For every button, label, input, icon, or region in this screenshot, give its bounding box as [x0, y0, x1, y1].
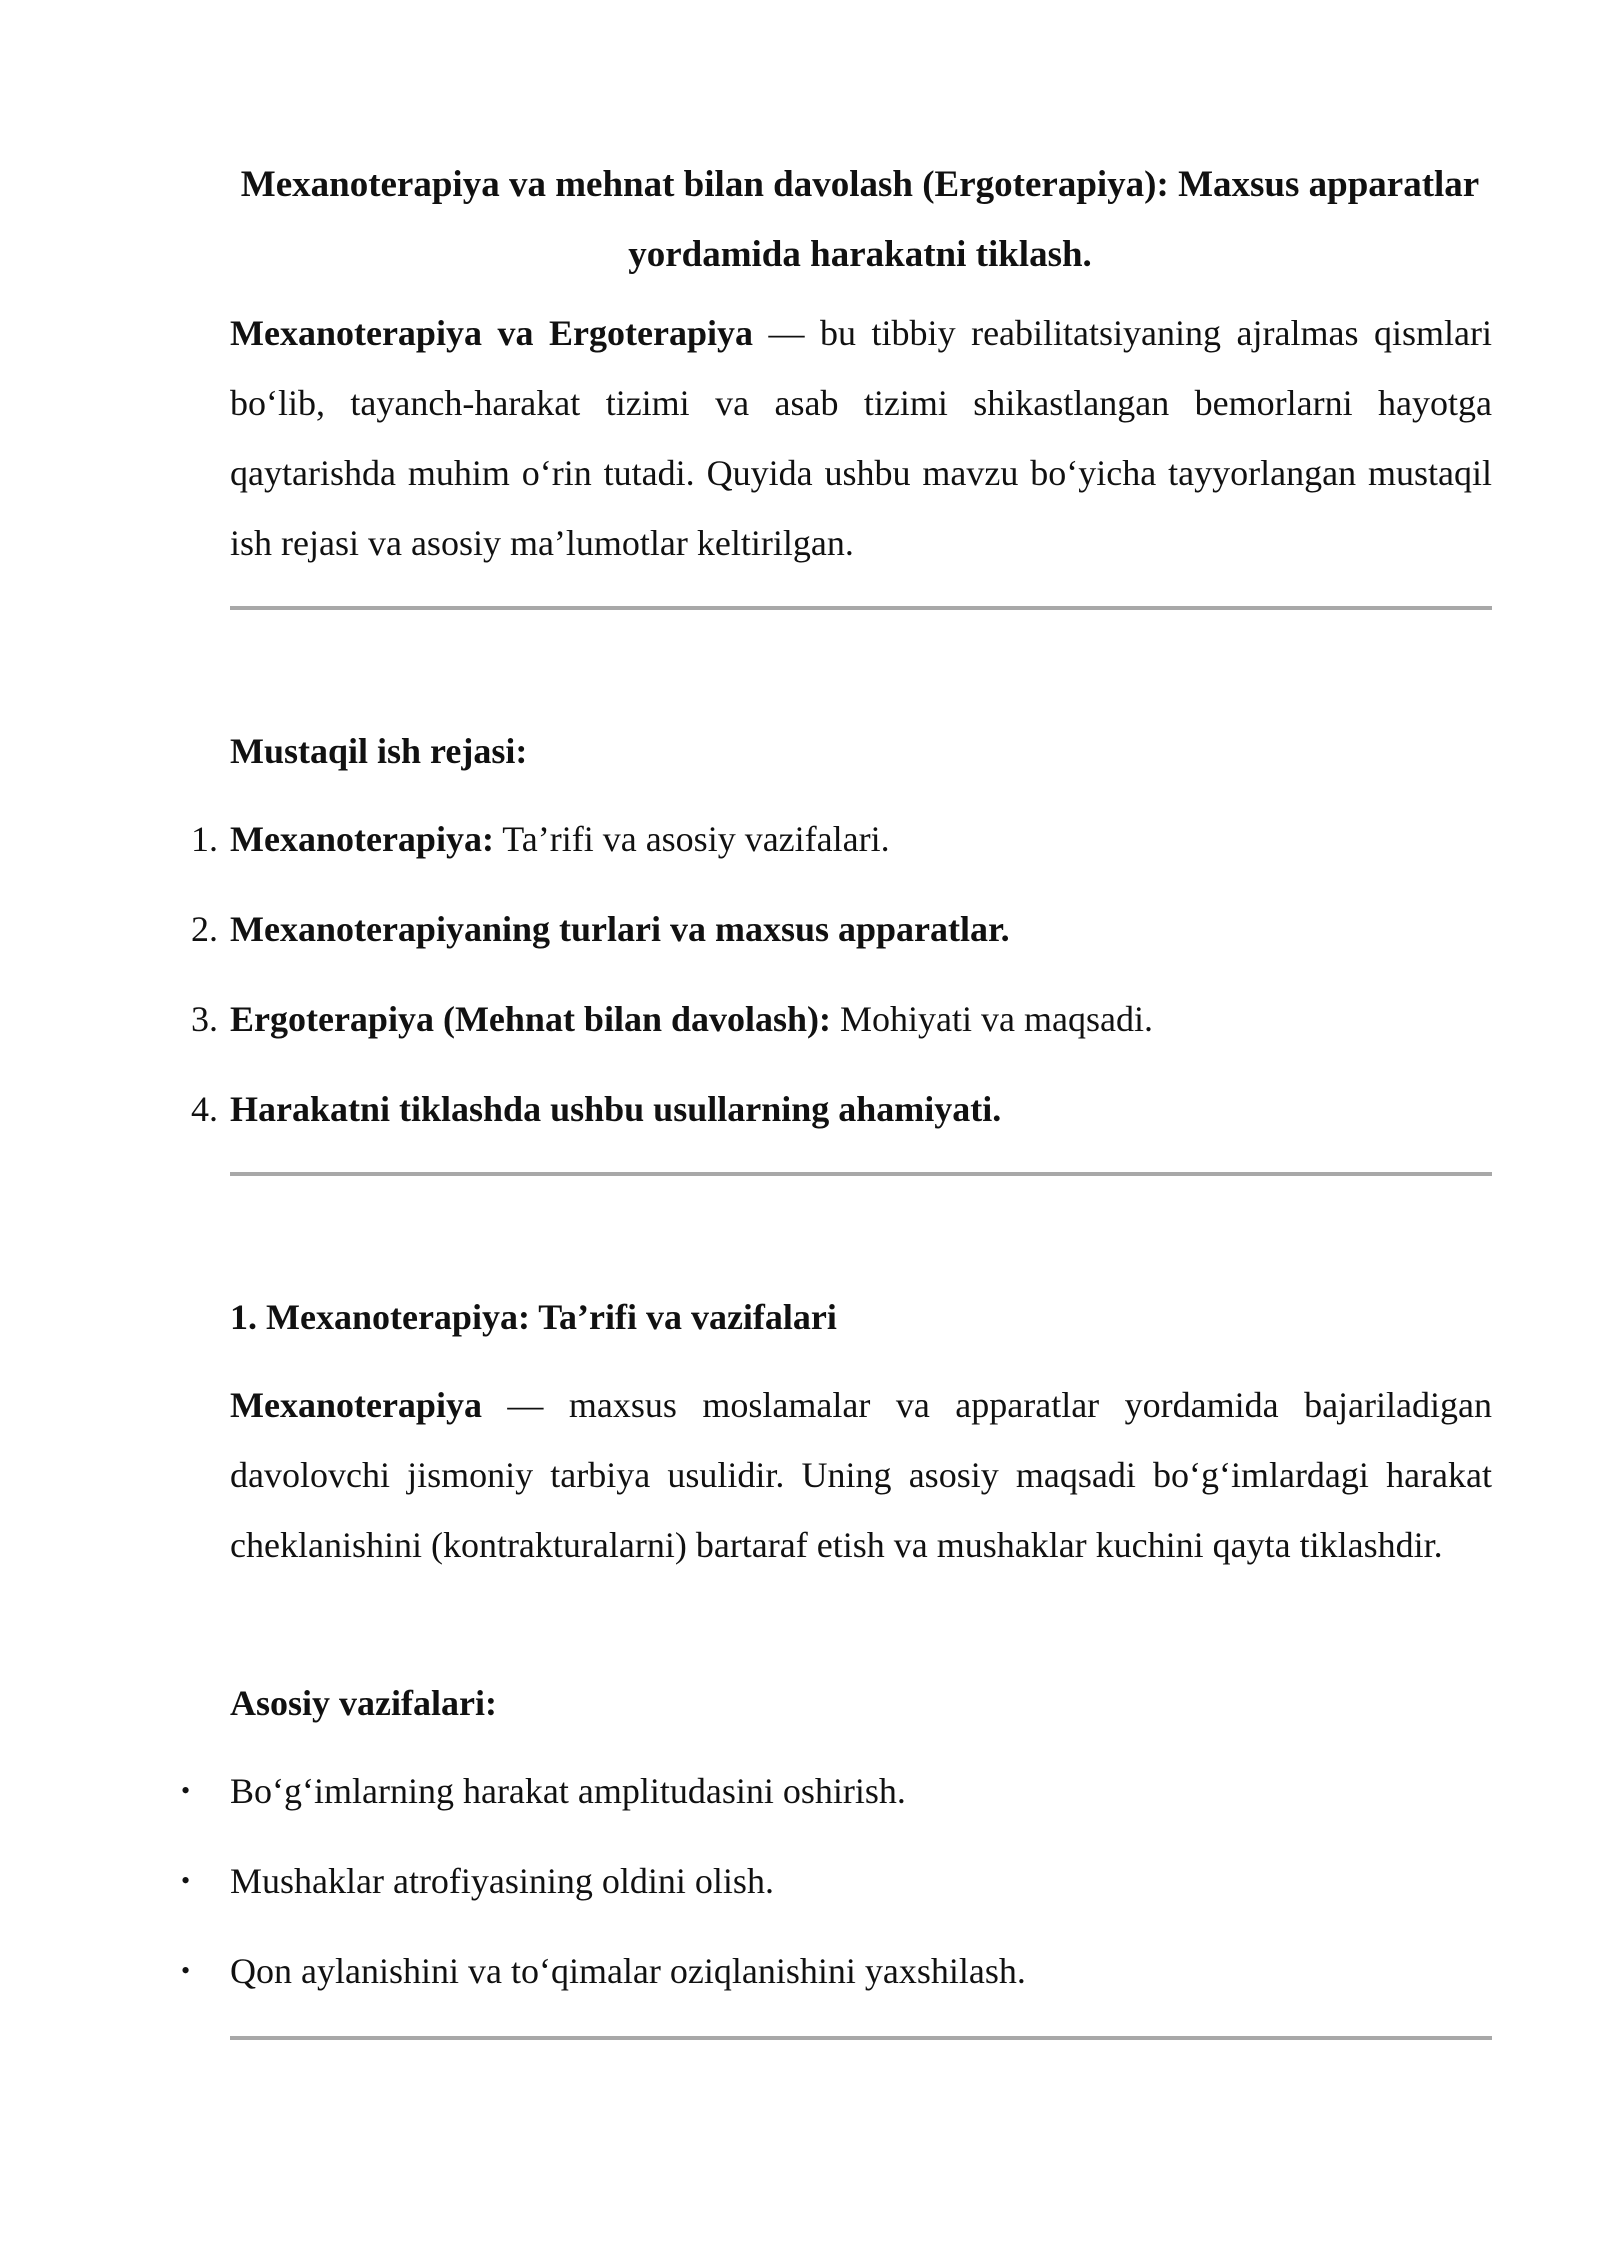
- horizontal-divider: [230, 606, 1492, 610]
- bullet-icon: •: [180, 1776, 191, 1805]
- plan-item-text: Mohiyati va maqsadi.: [831, 999, 1153, 1039]
- horizontal-divider: [230, 1172, 1492, 1176]
- document-title: Mexanoterapiya va mehnat bilan davolash (Ergoterapiya): Maxsus apparatlar yordamida harakatni tiklash.: [240, 164, 1480, 275]
- list-number: 2.: [191, 909, 218, 949]
- task-list-item: [0, 1766, 1600, 1816]
- tasks-heading: Asosiy vazifalari:: [230, 1683, 497, 1723]
- list-number: 1.: [191, 819, 218, 859]
- section-bold-term: Mexanoterapiya: [230, 1385, 482, 1425]
- task-list-item: [0, 1856, 1600, 1906]
- bullet-icon: •: [180, 1956, 191, 1985]
- plan-list-item: [0, 814, 1600, 864]
- plan-list-item: [0, 994, 1600, 1044]
- plan-item-bold: Ergoterapiya (Mehnat bilan davolash):: [230, 999, 832, 1039]
- list-number: 3.: [191, 999, 218, 1039]
- plan-item-text: Ta’rifi va asosiy vazifalari.: [493, 819, 890, 859]
- intro-paragraph: [230, 298, 1492, 578]
- horizontal-divider: [230, 2036, 1492, 2040]
- section-paragraph: [230, 1370, 1492, 1580]
- intro-bold-term: Mexanoterapiya va Ergoterapiya: [230, 313, 753, 353]
- plan-heading: Mustaqil ish rejasi:: [230, 731, 528, 771]
- task-text: Qon aylanishini va to‘qimalar oziqlanishini yaxshilash.: [230, 1951, 1026, 1991]
- plan-list-item: [0, 904, 1600, 954]
- plan-item-bold: Mexanoterapiya:: [230, 819, 494, 859]
- task-list-item: [0, 1946, 1600, 1996]
- plan-list-item: [0, 1084, 1600, 1134]
- bullet-icon: •: [180, 1866, 191, 1895]
- plan-item-bold: Harakatni tiklashda ushbu usullarning ahamiyati.: [230, 1089, 1002, 1129]
- section-heading: 1. Mexanoterapiya: Ta’rifi va vazifalari: [230, 1297, 837, 1337]
- section-text: — maxsus moslamalar va apparatlar yordamida bajariladigan davolovchi jismoniy tarbiya usulidir. Uning asosiy maqsadi bo‘g‘imlardagi harakat cheklanishini (kontrakturalarni) bartaraf etish va mushaklar kuchini qayta tiklashdir.: [230, 1385, 1492, 1565]
- task-text: Bo‘g‘imlarning harakat amplitudasini oshirish.: [230, 1771, 906, 1811]
- list-number: 4.: [191, 1089, 218, 1129]
- task-text: Mushaklar atrofiyasining oldini olish.: [230, 1861, 774, 1901]
- intro-text: — bu tibbiy reabilitatsiyaning ajralmas qismlari bo‘lib, tayanch-harakat tizimi va asab tizimi shikastlangan bemorlarni hayotga qaytarishda muhim o‘rin tutadi. Quyida ushbu mavzu bo‘yicha tayyorlangan mustaqil ish rejasi va asosiy ma’lumotlar keltirilgan.: [230, 313, 1492, 563]
- plan-item-bold: Mexanoterapiyaning turlari va maxsus apparatlar.: [230, 909, 1010, 949]
